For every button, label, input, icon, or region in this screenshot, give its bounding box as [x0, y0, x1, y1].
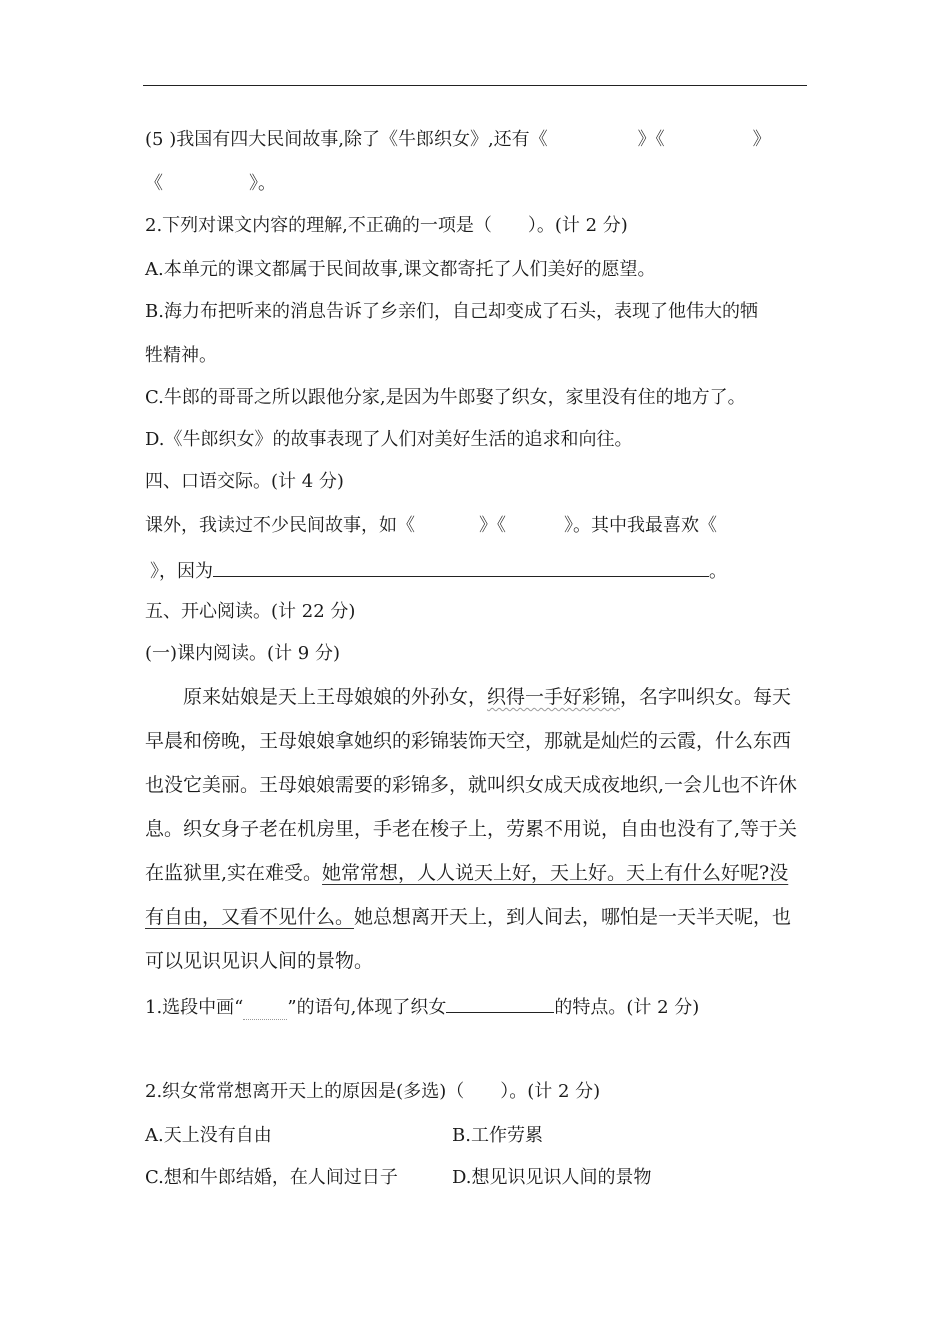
q2-option-b-line1: B.海力布把听来的消息告诉了乡亲们，自己却变成了石头，表现了他伟大的牺 — [145, 301, 758, 322]
section5-heading: 五、开心阅读。(计 22 分) — [145, 601, 356, 622]
s4-text-d: 》，因为 — [150, 561, 213, 582]
q1-text-a: 1.选段中画“ — [145, 997, 244, 1018]
q2-stem: 2.下列对课文内容的理解,不正确的一项是（ ）。(计 2 分) — [145, 215, 628, 236]
s4-text-c: 》。其中我最喜欢《 — [564, 515, 717, 536]
passage-text: 原来姑娘是天上王母娘娘的外孙女， — [183, 686, 488, 708]
section4-heading: 四、口语交际。(计 4 分) — [145, 471, 344, 492]
header-rule — [143, 85, 807, 86]
q1-text-b: ”的语句,体现了织女 — [287, 997, 447, 1018]
passage-line4: 息。织女身子老在机房里，手老在梭子上，劳累不用说，自由也没有了,等于关 — [145, 818, 798, 840]
q5-text-a: (5 )我国有四大民间故事,除了《牛郎织女》,还有《 — [145, 129, 548, 150]
underlined-sentence: 有自由，又看不见什么。 — [145, 906, 355, 928]
q5-text-e: 》。 — [249, 173, 276, 194]
passage-line1 — [183, 685, 791, 709]
q5-text-c: 》 — [752, 129, 771, 150]
s4-text-e: 。 — [709, 561, 727, 582]
s5-q2-option-a: A.天上没有自由 — [145, 1125, 272, 1146]
q1-text-c: 的特点。(计 2 分) — [554, 997, 700, 1018]
q2-option-b-line2: 牲精神。 — [145, 345, 217, 366]
section4-line2 — [150, 558, 727, 584]
passage-line5 — [145, 861, 788, 885]
s5-question2-stem: 2.织女常常想离开天上的原因是(多选)（ ）。(计 2 分) — [145, 1081, 601, 1102]
wavy-line-marker — [243, 1009, 287, 1020]
q5-text-d: 《 — [145, 173, 163, 194]
s5-q2-option-b: B.工作劳累 — [452, 1125, 543, 1146]
underlined-sentence: 她常常想，人人说天上好，天上好。天上有什么好呢?没 — [322, 862, 789, 884]
answer-blank[interactable] — [213, 558, 709, 577]
passage-line3: 也没它美丽。王母娘娘需要的彩锦多，就叫织女成天成夜地织,一会儿也不许休 — [145, 774, 798, 796]
passage-line6 — [145, 905, 791, 929]
s5-question1 — [145, 994, 699, 1020]
passage-text: 在监狱里,实在难受。 — [145, 862, 323, 884]
q2-option-d: D.《牛郎织女》的故事表现了人们对美好生活的追求和向往。 — [145, 429, 633, 450]
passage-line7: 可以见识见识人间的景物。 — [145, 950, 374, 972]
s4-text-a: 课外，我读过不少民间故事，如《 — [145, 515, 415, 536]
section5-subheading: (一)课内阅读。(计 9 分) — [145, 643, 340, 664]
section4-line1 — [145, 514, 717, 538]
s5-q2-option-d: D.想见识见识人间的景物 — [452, 1167, 652, 1188]
passage-text: 她总想离开天上，到人间去，哪怕是一天半天呢，也 — [354, 906, 792, 928]
q5-line2 — [145, 172, 276, 196]
passage-text: ，名字叫织女。每天 — [620, 686, 792, 708]
s4-text-b: 》《 — [479, 515, 506, 536]
q5-text-b: 》《 — [637, 129, 665, 150]
passage-line2: 早晨和傍晚，王母娘娘拿她织的彩锦装饰天空，那就是灿烂的云霞，什么东西 — [145, 730, 792, 752]
s5-q2-option-c: C.想和牛郎结婚，在人间过日子 — [145, 1167, 398, 1188]
q2-option-a: A.本单元的课文都属于民间故事,课文都寄托了人们美好的愿望。 — [145, 259, 656, 280]
q5-line1 — [145, 128, 771, 152]
q2-option-c: C.牛郎的哥哥之所以跟他分家,是因为牛郎娶了织女，家里没有住的地方了。 — [145, 387, 746, 408]
wavy-underlined-phrase: 织得一手好彩锦 — [487, 686, 621, 708]
answer-blank[interactable] — [446, 994, 554, 1013]
